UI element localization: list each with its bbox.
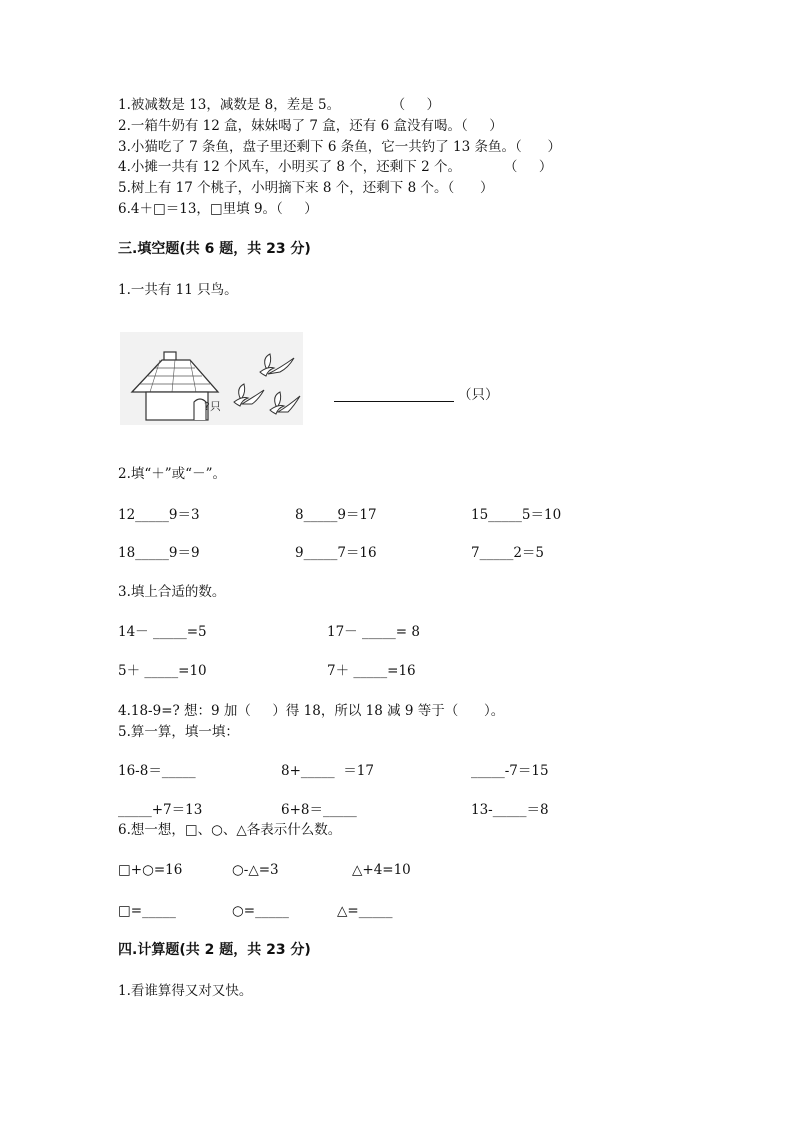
unit-label: （只） xyxy=(458,387,499,403)
fill-q2-r2c2: 9_____7＝16 xyxy=(295,545,377,561)
fill-q5-r1c1: 16-8＝_____ xyxy=(118,763,196,779)
house-birds-image xyxy=(120,332,303,425)
fill-q5-r1c3: _____-7＝15 xyxy=(471,763,549,779)
fill-q3-r1c1: 14－ _____=5 xyxy=(118,624,207,640)
fill-q2-r1c1: 12_____9＝3 xyxy=(118,507,200,523)
answer-blank-line xyxy=(334,401,454,402)
judge-item-4: 4.小摊一共有 12 个风车，小明买了 8 个，还剩下 2 个。 （ ） xyxy=(118,159,553,175)
judge-item-5: 5.树上有 17 个桃子，小明摘下来 8 个，还剩下 8 个。（ ） xyxy=(118,180,494,196)
fill-q6-r2c3: △=_____ xyxy=(337,903,393,919)
fill-q5-r2c1: _____+7＝13 xyxy=(118,802,203,818)
svg-text:?只: ?只 xyxy=(204,400,221,413)
section-3-heading: 三.填空题(共 6 题，共 23 分) xyxy=(118,241,311,257)
fill-q3-r2c1: 5＋ _____=10 xyxy=(118,663,207,679)
fill-q5-r1c2: 8+_____ ＝17 xyxy=(281,763,374,779)
fill-q3-r1c2: 17－ _____= 8 xyxy=(327,624,420,640)
fill-q4-text: 4.18-9=? 想：9 加（ ）得 18，所以 18 减 9 等于（ ）。 xyxy=(118,703,505,719)
judge-item-2: 2.一箱牛奶有 12 盒，妹妹喝了 7 盒，还有 6 盒没有喝。（ ） xyxy=(118,118,503,134)
fill-q5-text: 5.算一算，填一填： xyxy=(118,724,239,740)
fill-q6-r1c2: ○-△=3 xyxy=(232,862,279,878)
fill-q2-r1c2: 8_____9＝17 xyxy=(295,507,377,523)
fill-q3-r2c2: 7＋ _____=16 xyxy=(327,663,416,679)
fill-q6-r2c2: ○=_____ xyxy=(232,903,289,919)
fill-q6-r1c3: △+4=10 xyxy=(352,862,411,878)
fill-q2-text: 2.填“＋”或“－”。 xyxy=(118,466,226,482)
fill-q6-r2c1: □=_____ xyxy=(118,903,176,919)
judge-item-6: 6.4＋□＝13，□里填 9。（ ） xyxy=(118,201,318,217)
fill-q6-r1c1: □+○=16 xyxy=(118,862,183,878)
judge-item-3: 3.小猫吃了 7 条鱼，盘子里还剩下 6 条鱼，它一共钓了 13 条鱼。（ ） xyxy=(118,139,561,155)
calc-q1-text: 1.看谁算得又对又快。 xyxy=(118,983,253,999)
section-4-heading: 四.计算题(共 2 题，共 23 分) xyxy=(118,942,311,958)
fill-q6-text: 6.想一想，□、○、△各表示什么数。 xyxy=(118,822,342,838)
fill-q5-r2c2: 6+8＝_____ xyxy=(281,802,357,818)
fill-q2-r1c3: 15_____5＝10 xyxy=(471,507,562,523)
fill-q2-r2c3: 7_____2＝5 xyxy=(471,545,545,561)
fill-q2-r2c1: 18_____9＝9 xyxy=(118,545,200,561)
fill-q5-r2c3: 13-_____＝8 xyxy=(471,802,549,818)
judge-item-1: 1.被减数是 13，减数是 8，差是 5。 （ ） xyxy=(118,97,441,113)
fill-q3-text: 3.填上合适的数。 xyxy=(118,584,226,600)
fill-q1-text: 1.一共有 11 只鸟。 xyxy=(118,282,238,298)
